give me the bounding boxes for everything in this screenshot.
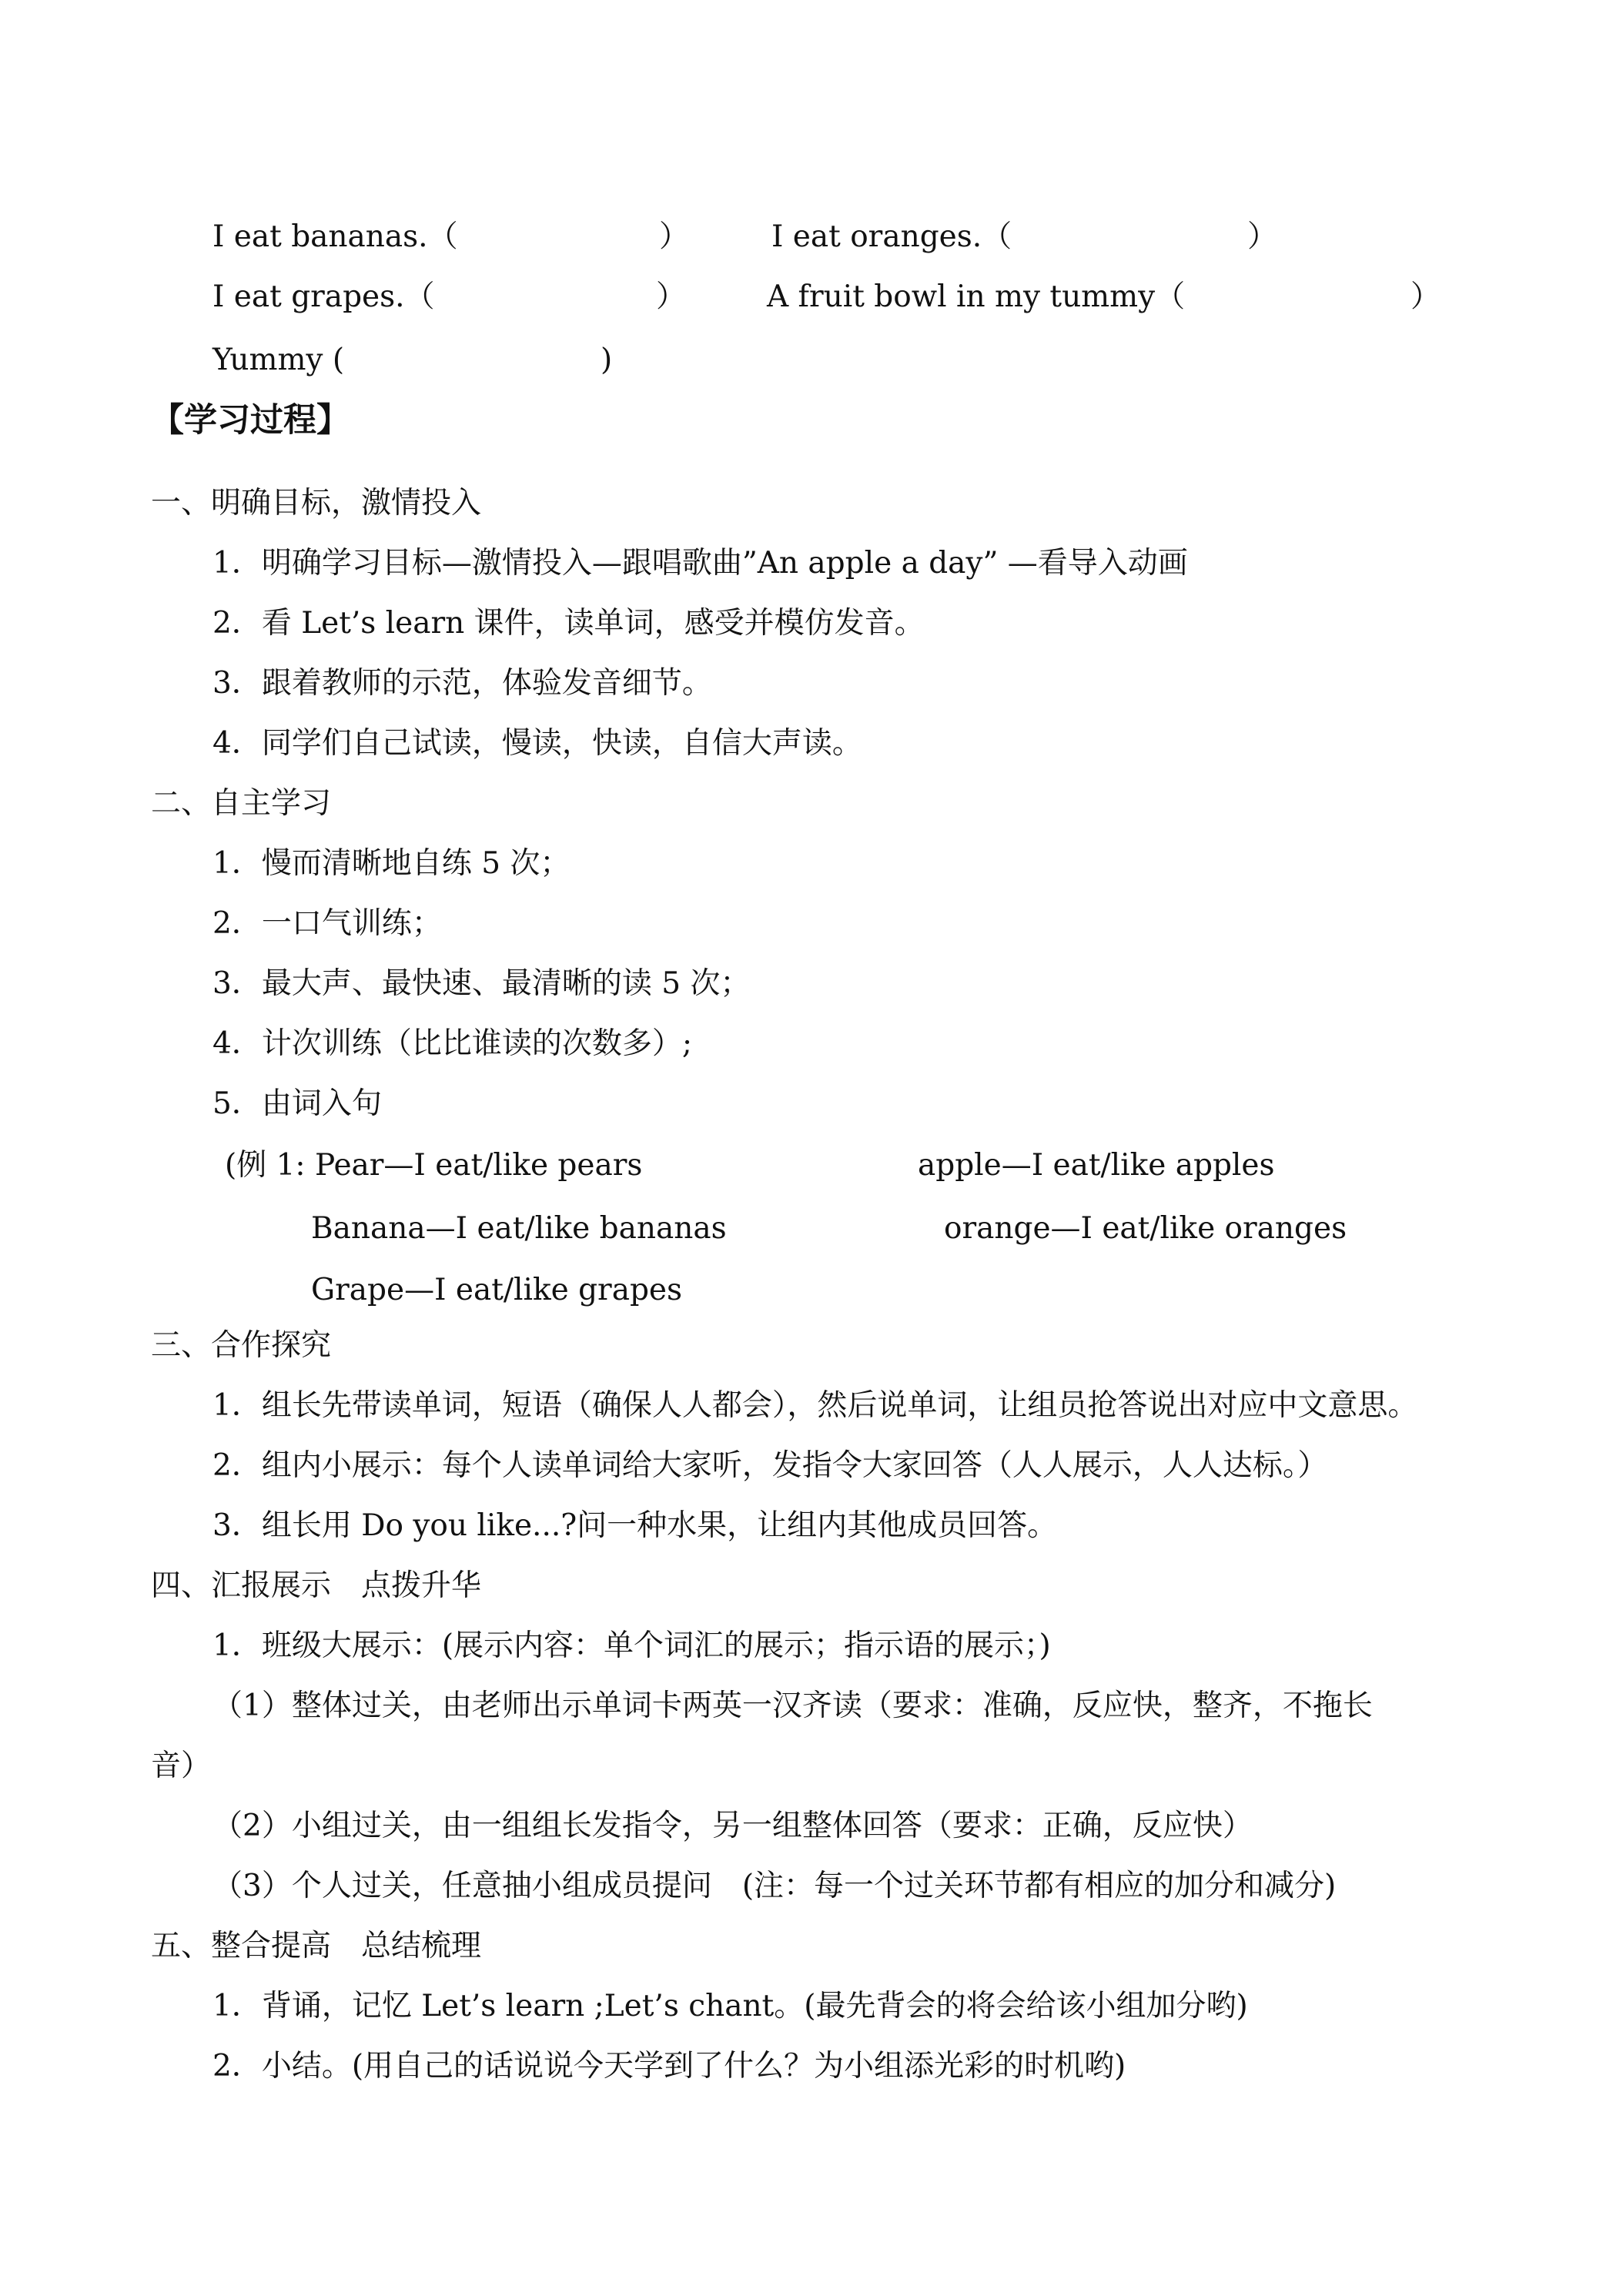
example-orange: orange—I eat/like oranges [944,1211,1347,1246]
part2-item-3: 3．最大声、最快速、最清晰的读 5 次； [212,966,751,1001]
section-heading: 【学习过程】 [151,401,350,440]
blank-yummy-text: Yummy ( [212,343,345,377]
part4-sub-1-line-2: 音） [151,1749,212,1783]
part3-item-1: 1．组长先带读单词，短语（确保人人都会），然后说单词，让组员抢答说出对应中文意思。 [212,1388,1418,1423]
part2-item-5: 5．由词入句 [212,1086,382,1121]
blank-bananas-close: ） [659,219,690,254]
part2-item-2: 2．一口气训练； [212,906,442,941]
part3-title: 三、合作探究 [151,1328,332,1363]
example-grape: Grape—I eat/like grapes [311,1273,683,1307]
part4-sub-2: （2）小组过关，由一组组长发指令，另一组整体回答（要求：正确，反应快） [212,1809,1253,1843]
part3-item-3: 3．组长用 Do you like...?问一种水果，让组内其他成员回答。 [212,1508,1058,1543]
blank-fruit-bowl-close: ） [1411,279,1441,314]
part2-title: 二、自主学习 [151,786,332,821]
blank-oranges-close: ） [1247,219,1278,254]
blank-grapes-close: ） [656,279,687,314]
part4-sub-1-line-1: （1）整体过关，由老师出示单词卡两英一汉齐读（要求：准确，反应快，整齐，不拖长 [212,1689,1373,1723]
example-apple: apple—I eat/like apples [918,1148,1275,1183]
part4-sub-3: （3）个人过关，任意抽小组成员提问 (注：每一个过关环节都有相应的加分和减分) [212,1869,1337,1903]
blank-bananas-text: I eat bananas.（ [212,219,458,254]
part5-title: 五、整合提高 总结梳理 [151,1929,482,1963]
example-pear: (例 1: Pear—I eat/like pears [225,1148,643,1183]
part1-item-4: 4．同学们自己试读，慢读，快读，自信大声读。 [212,726,862,761]
part3-item-2: 2．组内小展示：每个人读单词给大家听，发指令大家回答（人人展示，人人达标。） [212,1448,1328,1483]
part4-title: 四、汇报展示 点拨升华 [151,1568,482,1603]
blank-grapes-text: I eat grapes.（ [212,279,435,314]
blank-fruit-bowl-text: A fruit bowl in my tummy（ [767,279,1186,314]
part1-item-3: 3．跟着教师的示范，体验发音细节。 [212,666,712,701]
part2-item-1: 1．慢而清晰地自练 5 次； [212,846,571,881]
part1-title: 一、明确目标，激情投入 [151,486,482,520]
part4-item-1: 1．班级大展示：(展示内容：单个词汇的展示；指示语的展示；) [212,1628,1051,1663]
example-banana: Banana—I eat/like bananas [311,1211,727,1246]
part1-item-1: 1．明确学习目标—激情投入—跟唱歌曲”An apple a day” —看导入动画 [212,546,1188,581]
part1-item-2: 2．看 Let’s learn 课件，读单词，感受并模仿发音。 [212,606,925,641]
blank-oranges-text: I eat oranges.（ [771,219,1012,254]
part2-item-4: 4．计次训练（比比谁读的次数多）; [212,1026,692,1061]
blank-yummy-close: ) [601,343,613,377]
part5-item-2: 2．小结。(用自己的话说说今天学到了什么？为小组添光彩的时机哟) [212,2049,1126,2083]
part5-item-1: 1．背诵，记忆 Let’s learn ;Let’s chant。(最先背会的将会给该小组加分哟) [212,1989,1248,2023]
